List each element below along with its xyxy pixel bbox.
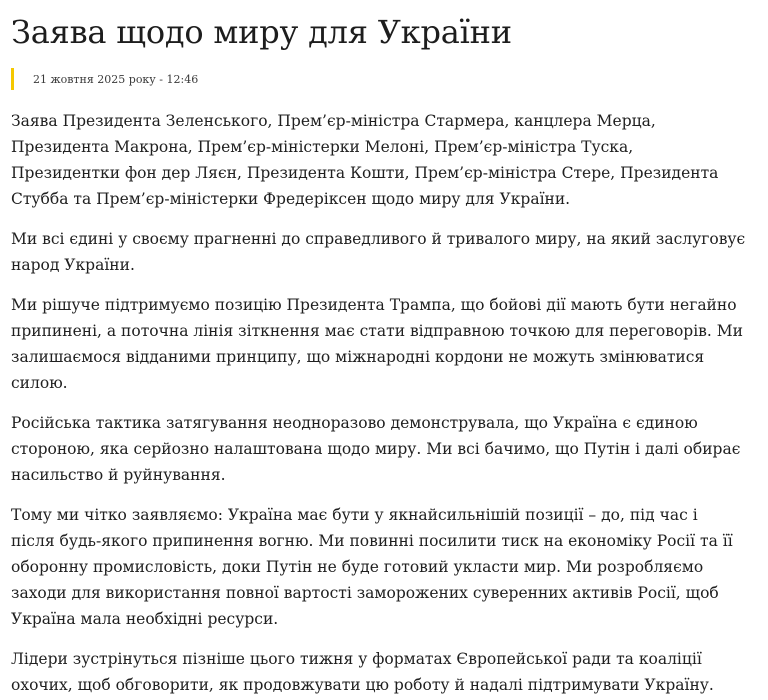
paragraph-intro: Заява Президента Зеленського, Прем’єр-міністра Стармера, канцлера Мерца, Президента Макрона, Прем’єр-міністерки Мелоні, Прем’єр-міністра Туска, Президентки фон дер Ляєн, Президента Кошти, Прем’єр-міністра Стере, Президента Стубба та Прем’єр-міністерки Фредеріксен щодо миру для України. bbox=[11, 112, 719, 208]
article-body bbox=[11, 108, 758, 698]
paragraph-ceasefire: Ми рішуче підтримуємо позицію Президента Трампа, що бойові дії мають бути негайно припинені, а поточна лінія зіткнення має стати відправною точкою для переговорів. Ми залишаємося відданими принципу, що міжнародні кордони не можуть змінюватися силою. bbox=[11, 296, 743, 392]
article-meta bbox=[11, 68, 758, 90]
paragraph-unity: Ми всі єдині у своєму прагненні до справедливого й тривалого миру, на який заслуговує народ України. bbox=[11, 230, 746, 274]
paragraph-leaders-meeting: Лідери зустрінуться пізніше цього тижня у форматах Європейської ради та коаліції охочих, щоб обговорити, як продовжувати цю роботу й надалі підтримувати Україну. bbox=[11, 650, 714, 694]
paragraph-strong-position: Тому ми чітко заявляємо: Україна має бути у якнайсильнішій позиції – до, під час і після будь-якого припинення вогню. Ми повинні посилити тиск на економіку Росії та її оборонну промисловість, доки Путін не буде готовий укласти мир. Ми розробляємо заходи для використання повної вартості заморожених суверенних активів Росії, щоб Україна мала необхідні ресурси. bbox=[11, 506, 733, 628]
article-title: Заява щодо миру для України bbox=[11, 13, 512, 51]
accent-bar bbox=[11, 68, 14, 90]
paragraph-russian-tactics: Російська тактика затягування неодноразово демонструвала, що Україна є єдиною стороною, яка серйозно налаштована щодо миру. Ми всі бачимо, що Путін і далі обирає насильство й руйнування. bbox=[11, 414, 741, 484]
publish-date: 21 жовтня 2025 року - 12:46 bbox=[33, 72, 199, 86]
